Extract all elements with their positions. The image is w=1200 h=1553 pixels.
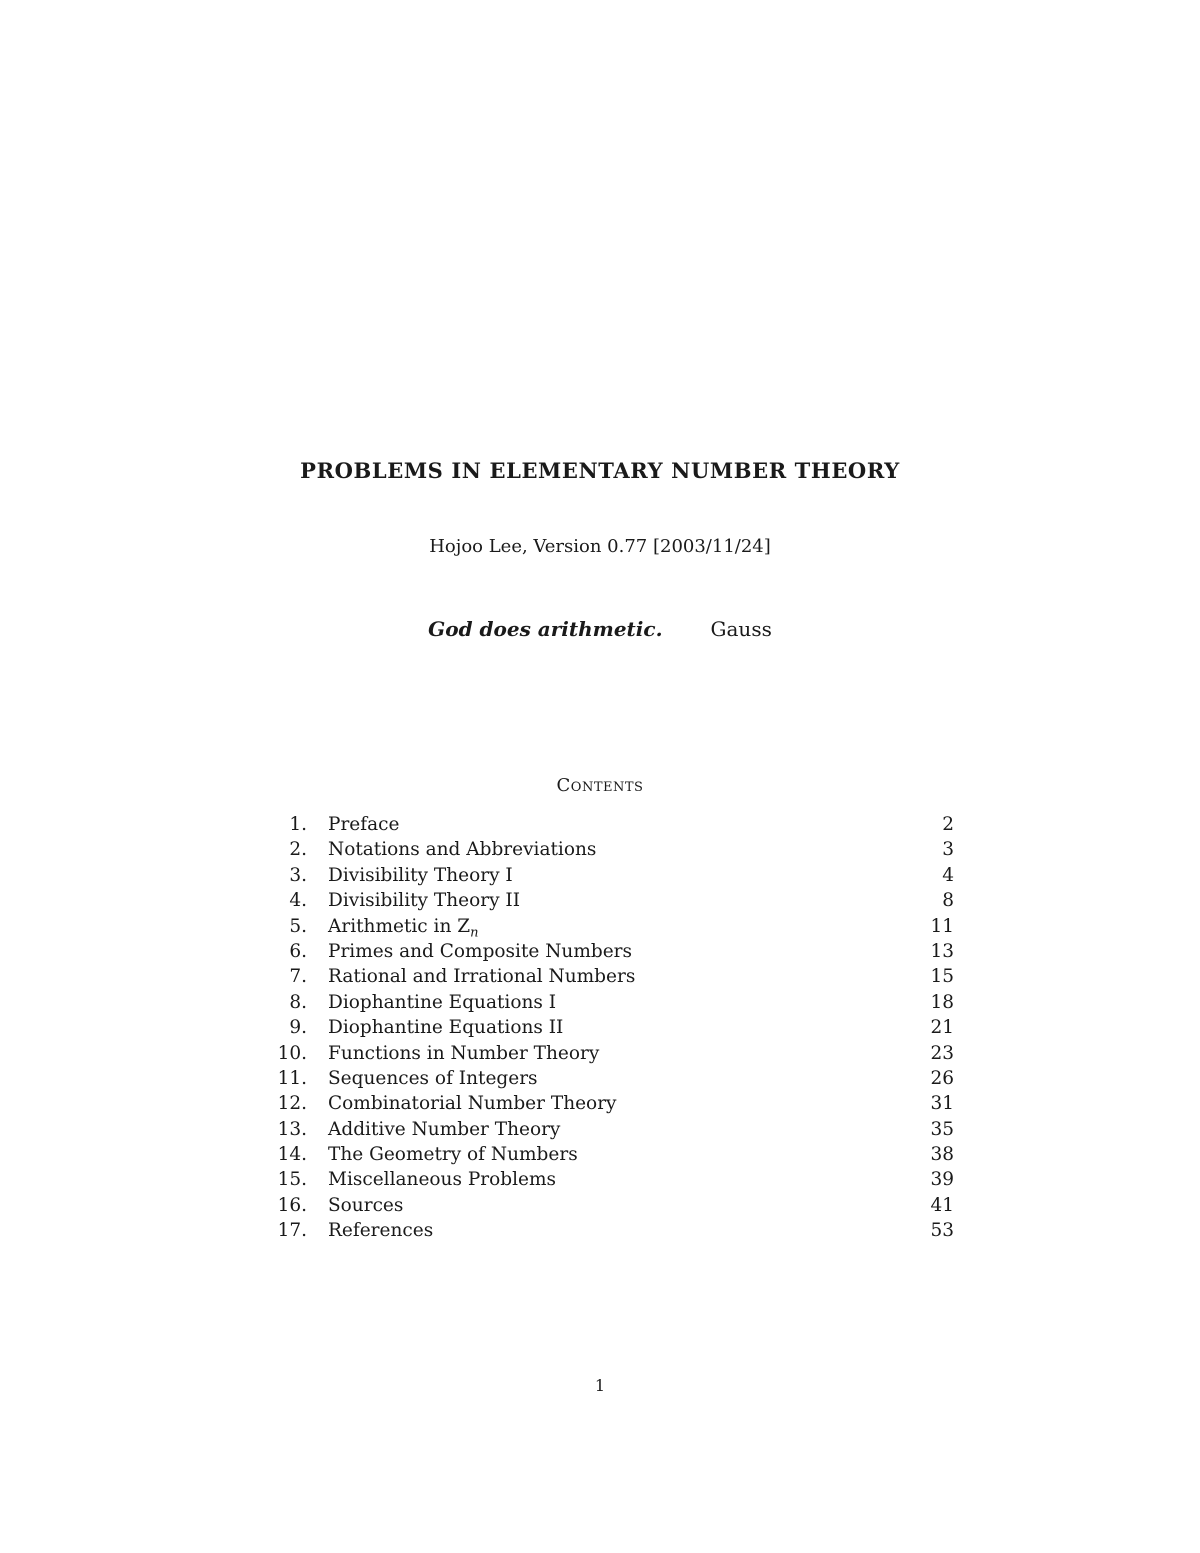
toc-entry[interactable]	[270, 1015, 954, 1040]
toc-entry-title-text: Primes and Composite Numbers	[328, 940, 633, 962]
toc-entry-number: 8.	[289, 991, 307, 1013]
toc-entry-title-text: Functions in Number Theory	[328, 1042, 600, 1064]
table-of-contents	[270, 812, 954, 1244]
toc-entry[interactable]	[270, 837, 954, 862]
toc-entry-title-text: Arithmetic in Z	[328, 915, 471, 937]
toc-entry-number: 11.	[277, 1067, 307, 1089]
toc-entry-title	[328, 1193, 403, 1218]
toc-entry-title-text: Rational and Irrational Numbers	[328, 966, 636, 988]
toc-entry[interactable]	[270, 1142, 954, 1167]
toc-entry[interactable]	[270, 1066, 954, 1091]
toc-entry-title	[328, 1066, 538, 1091]
toc-entry-title	[328, 888, 520, 913]
toc-entry-page: 23	[930, 1042, 954, 1064]
toc-entry-number: 2.	[289, 839, 307, 861]
toc-entry-number: 4.	[289, 890, 307, 912]
toc-entry-page: 15	[930, 966, 954, 988]
toc-entry-title-text: Diophantine Equations I	[328, 991, 557, 1013]
toc-entry-title	[328, 1041, 599, 1066]
toc-entry-page: 11	[930, 915, 954, 937]
toc-entry-number: 12.	[277, 1093, 307, 1115]
toc-entry-title-text: Preface	[328, 814, 400, 835]
toc-entry-number: 3.	[289, 864, 307, 886]
toc-entry-page: 3	[942, 839, 954, 861]
toc-entry-title	[328, 837, 596, 862]
toc-entry-title	[328, 1091, 617, 1116]
toc-entry-title	[328, 1117, 560, 1142]
toc-entry[interactable]	[270, 914, 954, 939]
toc-entry[interactable]	[270, 1218, 954, 1243]
toc-entry-number: 13.	[277, 1118, 307, 1140]
toc-entry[interactable]	[270, 863, 954, 888]
toc-entry-number: 14.	[277, 1144, 307, 1166]
toc-entry-title-text: Miscellaneous Problems	[328, 1169, 556, 1191]
toc-entry-title	[328, 990, 556, 1015]
toc-entry[interactable]	[270, 1041, 954, 1066]
toc-entry-title-text: Divisibility Theory II	[328, 890, 521, 912]
toc-entry-title	[328, 1015, 563, 1040]
toc-entry[interactable]	[270, 939, 954, 964]
toc-entry-title	[328, 1142, 578, 1167]
toc-entry-number: 15.	[277, 1169, 307, 1191]
contents-heading: Contents	[556, 775, 644, 796]
toc-entry-subscript: n	[470, 925, 479, 941]
paper-title: PROBLEMS IN ELEMENTARY NUMBER THEORY	[300, 458, 900, 483]
toc-entry-number: 5.	[289, 915, 307, 937]
toc-entry-page: 38	[930, 1144, 954, 1166]
page-number: 1	[594, 1376, 606, 1395]
toc-entry-title-text: The Geometry of Numbers	[328, 1144, 578, 1166]
toc-entry-number: 16.	[277, 1194, 307, 1216]
toc-entry-page: 21	[930, 1017, 954, 1039]
toc-entry-title	[328, 863, 513, 888]
toc-entry-title-text: Divisibility Theory I	[328, 864, 513, 886]
toc-entry-number: 17.	[277, 1220, 307, 1242]
toc-entry[interactable]	[270, 1091, 954, 1116]
toc-entry[interactable]	[270, 812, 954, 837]
toc-entry-number: 1.	[289, 814, 307, 835]
toc-entry-page: 2	[942, 814, 954, 835]
epigraph-quote: God does arithmetic.	[428, 617, 663, 641]
toc-entry[interactable]	[270, 990, 954, 1015]
toc-entry-page: 8	[942, 890, 954, 912]
toc-entry-title	[328, 939, 632, 964]
toc-entry-title-text: Sequences of Integers	[328, 1067, 538, 1089]
epigraph	[0, 617, 1200, 641]
toc-entry-number: 6.	[289, 940, 307, 962]
toc-entry-number: 9.	[289, 1017, 307, 1039]
toc-entry-page: 53	[930, 1220, 954, 1242]
toc-entry-title	[328, 964, 635, 989]
toc-entry-number: 7.	[289, 966, 307, 988]
toc-entry[interactable]	[270, 888, 954, 913]
toc-entry[interactable]	[270, 1117, 954, 1142]
epigraph-attribution: Gauss	[710, 617, 772, 641]
toc-entry-page: 35	[930, 1118, 954, 1140]
toc-entry-page: 31	[930, 1093, 954, 1115]
toc-entry-page: 39	[930, 1169, 954, 1191]
toc-entry[interactable]	[270, 1167, 954, 1192]
toc-entry-title-text: Notations and Abbreviations	[328, 839, 597, 861]
toc-entry-title-text: Additive Number Theory	[328, 1118, 561, 1140]
toc-entry-page: 41	[930, 1194, 954, 1216]
toc-entry-title	[328, 1218, 433, 1243]
toc-entry-title-text: Sources	[328, 1194, 404, 1216]
toc-entry[interactable]	[270, 964, 954, 989]
toc-entry-title-text: References	[328, 1220, 434, 1242]
toc-entry-number: 10.	[277, 1042, 307, 1064]
toc-entry-title-text: Combinatorial Number Theory	[328, 1093, 617, 1115]
toc-entry-page: 18	[930, 991, 954, 1013]
toc-entry-title	[328, 1167, 556, 1192]
author-version-line: Hojoo Lee, Version 0.77 [2003/11/24]	[429, 536, 771, 557]
toc-entry-page: 13	[930, 940, 954, 962]
toc-entry-title	[328, 812, 399, 837]
toc-entry-page: 26	[930, 1067, 954, 1089]
toc-entry[interactable]	[270, 1193, 954, 1218]
toc-entry-title-text: Diophantine Equations II	[328, 1017, 564, 1039]
toc-entry-page: 4	[942, 864, 954, 886]
